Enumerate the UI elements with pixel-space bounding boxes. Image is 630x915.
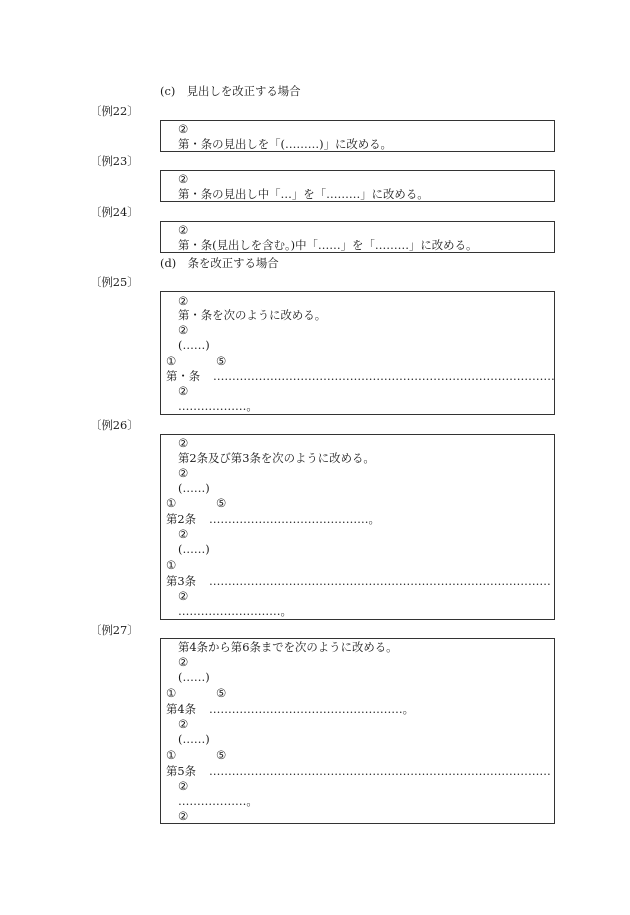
article-number: 第・条 [166, 369, 201, 383]
caption-placeholder: (……) [178, 732, 210, 746]
amendment-text: 第4条から第6条までを次のように改める。 [178, 640, 398, 654]
circled-number: ① [166, 558, 177, 572]
circled-number: ② [178, 294, 189, 308]
dotted-text: ………………………。 [178, 604, 292, 618]
dotted-text: ……………………………………………。 [209, 702, 415, 716]
circled-number: ② [178, 223, 189, 237]
dotted-text: ……………………………………………………………………………… [209, 574, 551, 588]
circled-number: ② [178, 655, 189, 669]
example-box-27 [160, 638, 555, 824]
circled-number: ② [178, 717, 189, 731]
example-box-24 [160, 221, 555, 253]
amendment-text: 第・条を次のように改める。 [178, 308, 327, 322]
example-label-23: 〔例23〕 [90, 154, 139, 168]
example-label-25: 〔例25〕 [90, 275, 139, 289]
circled-number: ② [178, 122, 189, 136]
dotted-text: ……………………………………。 [209, 512, 380, 526]
circled-number: ① [166, 354, 177, 368]
circled-number: ② [178, 779, 189, 793]
caption-placeholder: (……) [178, 481, 210, 495]
example-label-24: 〔例24〕 [90, 205, 139, 219]
caption-placeholder: (……) [178, 670, 210, 684]
circled-number: ② [178, 589, 189, 603]
example-label-27: 〔例27〕 [90, 623, 139, 637]
circled-number: ② [178, 527, 189, 541]
circled-number: ⑤ [216, 748, 227, 762]
circled-number: ① [166, 748, 177, 762]
circled-number: ② [178, 172, 189, 186]
dotted-text: ………………。 [178, 399, 258, 413]
circled-number: ② [178, 466, 189, 480]
dotted-text: ……………………………………………………………………………… [213, 369, 555, 383]
amendment-text: 第・条の見出し中「…」を「………」に改める。 [178, 187, 429, 201]
caption-placeholder: (……) [178, 338, 210, 352]
circled-number: ⑤ [216, 686, 227, 700]
circled-number: ① [166, 686, 177, 700]
circled-number: ① [166, 496, 177, 510]
example-label-26: 〔例26〕 [90, 418, 139, 432]
circled-number: ⑤ [216, 496, 227, 510]
example-label-22: 〔例22〕 [90, 104, 139, 118]
example-box-23 [160, 170, 555, 202]
article-number: 第4条 [166, 702, 197, 716]
article-number: 第2条 [166, 512, 197, 526]
section-heading-d: (d) 条を改正する場合 [160, 256, 279, 270]
article-number: 第5条 [166, 764, 197, 778]
example-box-22 [160, 120, 555, 152]
caption-placeholder: (……) [178, 542, 210, 556]
amendment-text: 第・条の見出しを「(………)」に改める。 [178, 137, 392, 151]
amendment-text: 第・条(見出しを含む。)中「……」を「………」に改める。 [178, 238, 478, 252]
example-box-26 [160, 434, 555, 620]
section-heading-c: (c) 見出しを改正する場合 [160, 84, 301, 98]
circled-number: ② [178, 384, 189, 398]
dotted-text: ……………………………………………………………………………… [209, 764, 551, 778]
circled-number: ② [178, 436, 189, 450]
amendment-text: 第2条及び第3条を次のように改める。 [178, 451, 375, 465]
circled-number: ② [178, 323, 189, 337]
circled-number: ⑤ [216, 354, 227, 368]
circled-number: ② [178, 809, 189, 823]
article-number: 第3条 [166, 574, 197, 588]
dotted-text: ………………。 [178, 794, 258, 808]
example-box-25 [160, 291, 555, 415]
